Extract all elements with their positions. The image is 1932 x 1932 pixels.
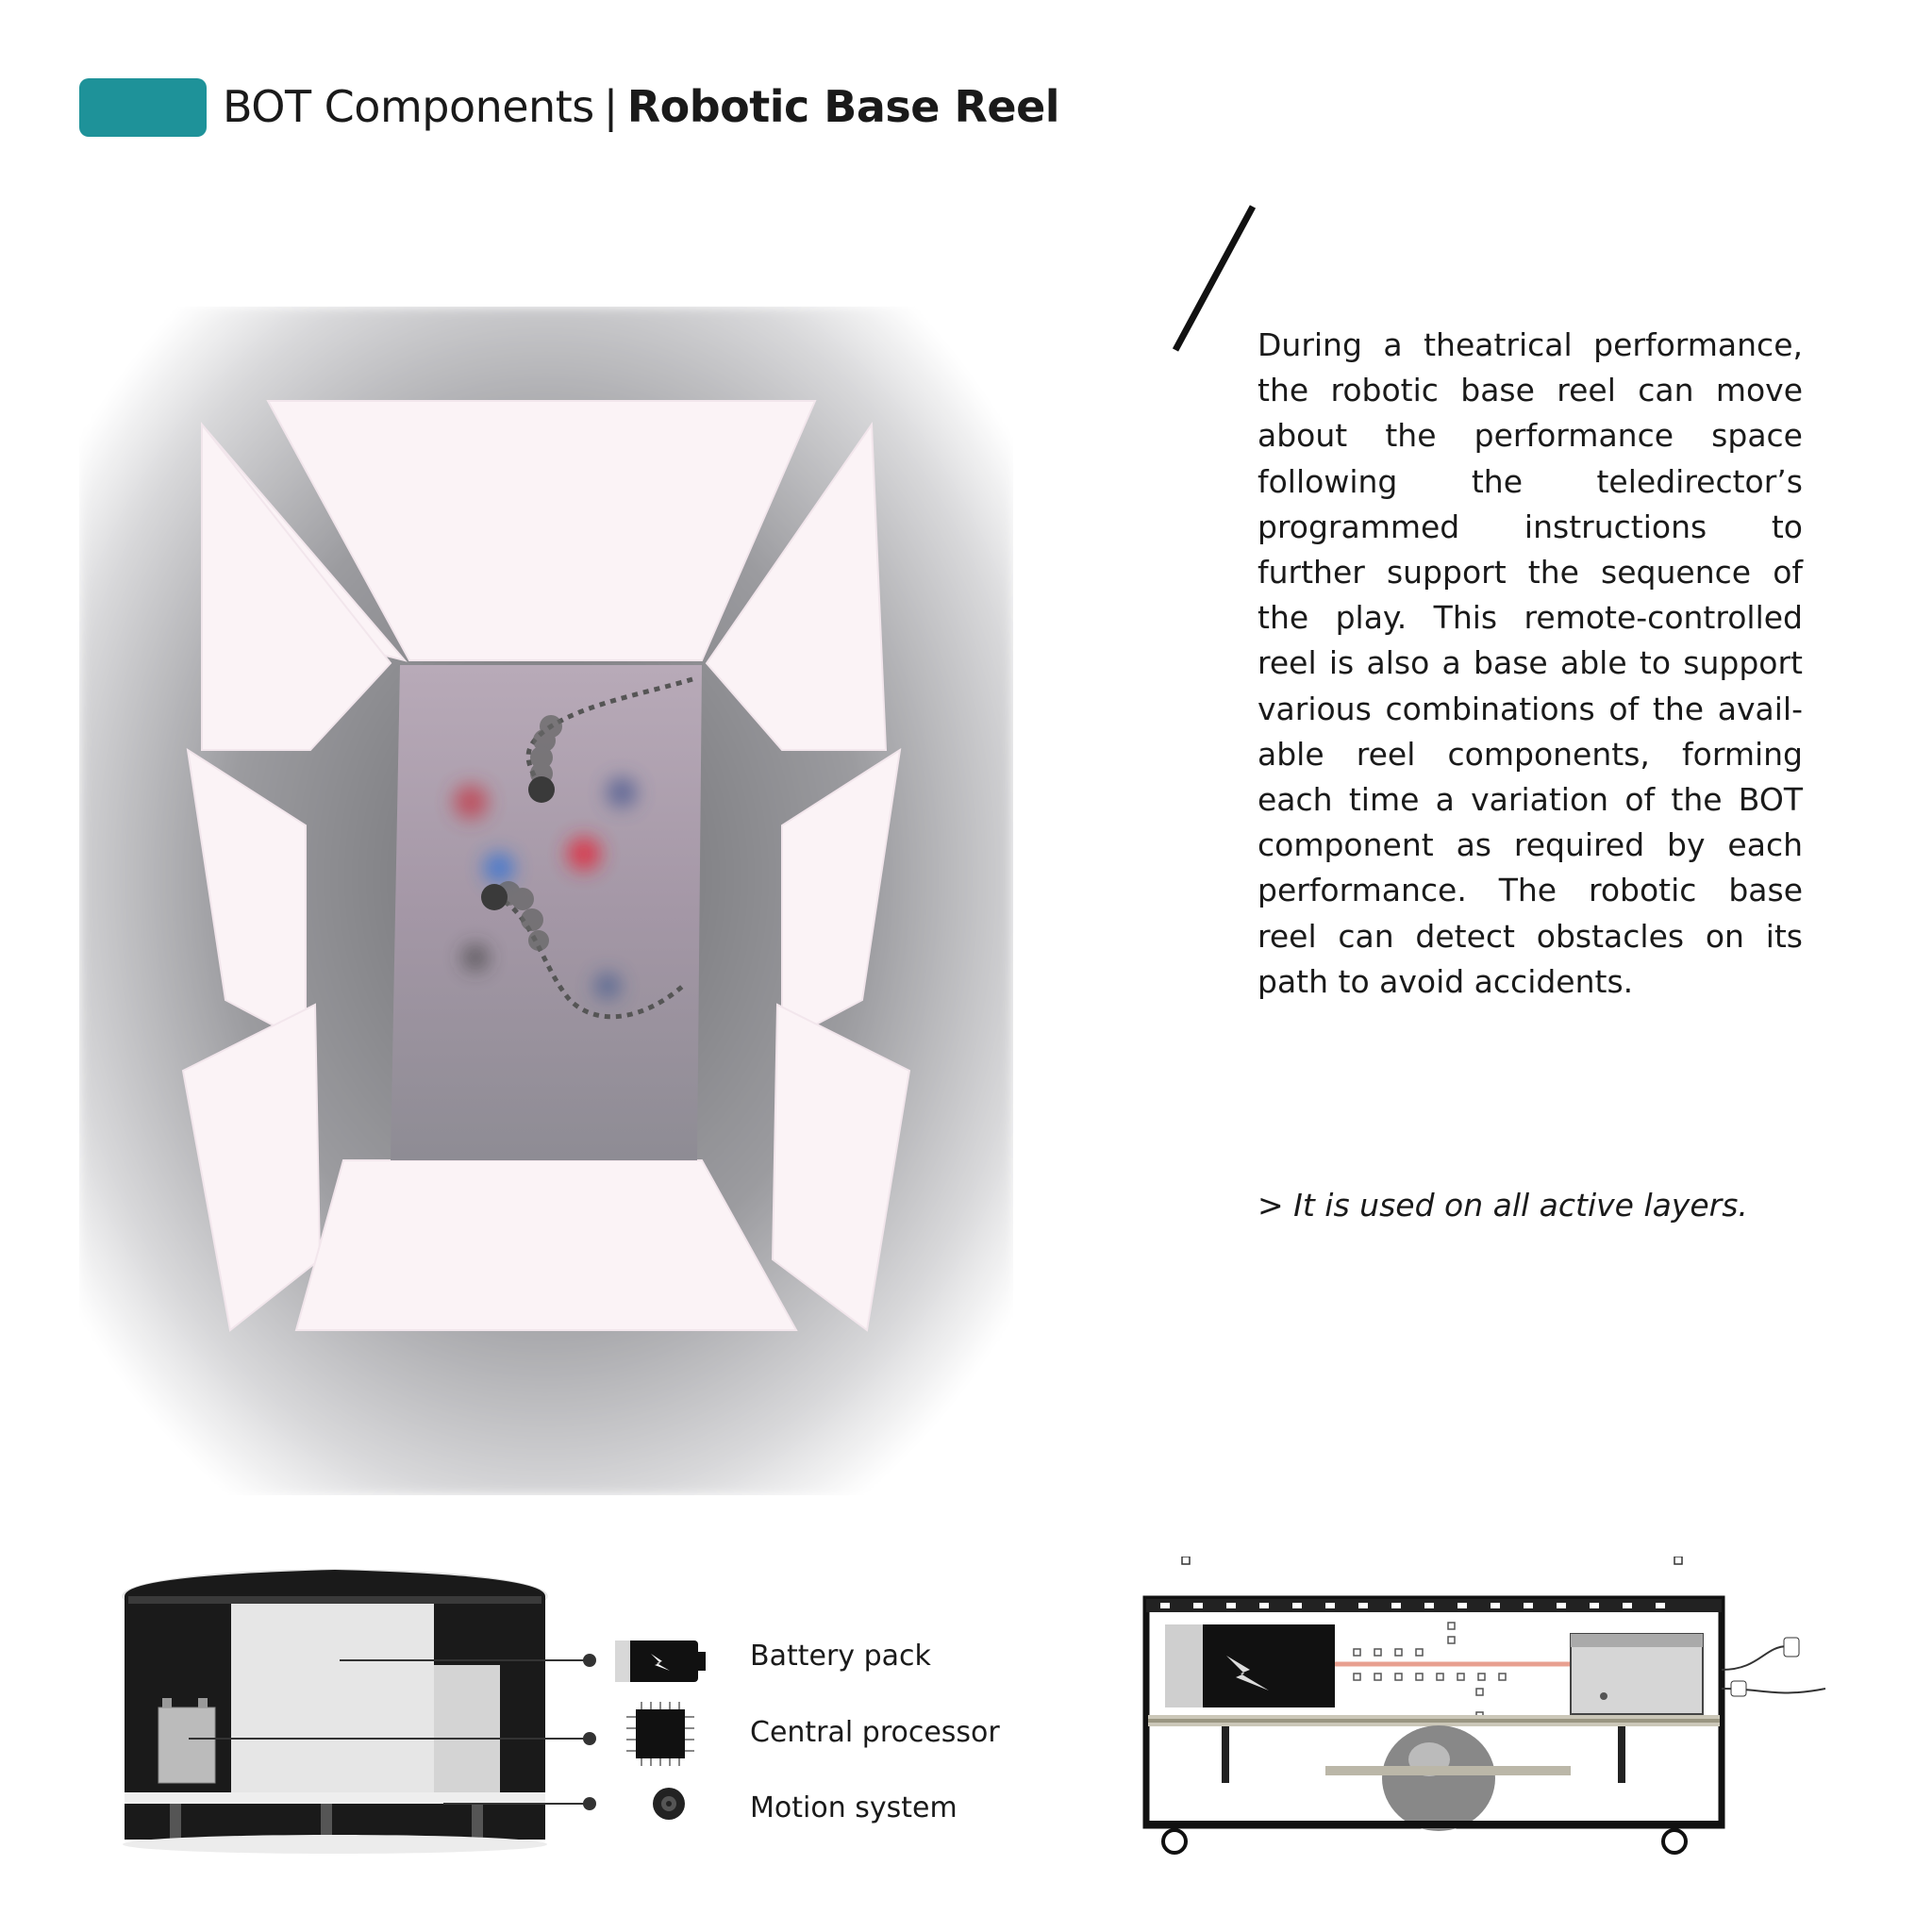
title-bold: Robotic Base Reel [626,81,1060,132]
motion-wheel-icon [651,1786,687,1822]
header-accent-tab [79,78,207,137]
battery-icon [613,1637,708,1686]
title-separator: | [603,81,618,132]
performance-space-render [79,307,1013,1495]
component-label-motion: Motion system [750,1791,958,1824]
page-title [223,74,1059,140]
processor-chip-icon [615,1698,706,1774]
component-label-battery: Battery pack [750,1640,931,1673]
decorative-slash [1168,203,1262,354]
title-regular: BOT Components [223,81,594,132]
usage-note: > It is used on all active layers. [1257,1187,1748,1224]
description-paragraph: During a theatrical performance, the robotic base reel can move about the performance space following the teledirector’s programmed instructions to further support the sequence of the play. This remote-controlled reel is also a base able to support various combinations of the available reel components, forming each time a variation of the BOT component as required by each performance. The robotic base reel can detect obstacles on its path to avoid accidents. [1257,326,1803,1000]
technical-section-drawing [1127,1557,1844,1858]
component-label-processor: Central processor [750,1716,1000,1749]
bot-cutaway-illustration [113,1557,557,1854]
